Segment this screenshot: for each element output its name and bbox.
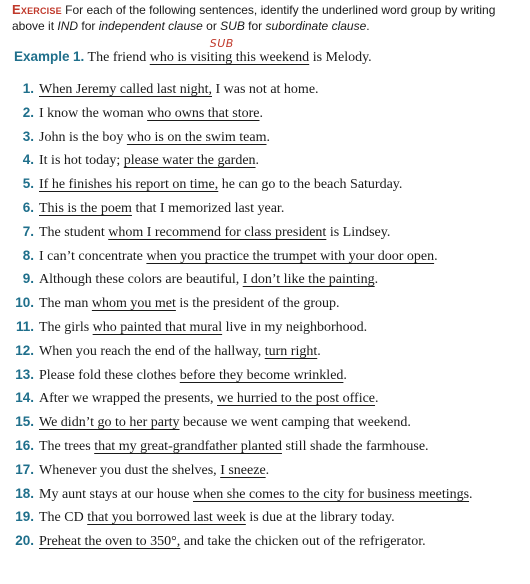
example-before: The friend xyxy=(87,50,150,65)
exercise-item xyxy=(14,508,526,532)
exercise-item xyxy=(14,389,526,413)
item-text-after: . xyxy=(434,248,438,264)
item-text-after: . xyxy=(266,129,270,145)
item-number: 4. xyxy=(22,152,34,168)
item-text-before: Although these colors are beautiful, xyxy=(39,272,243,288)
item-number: 2. xyxy=(22,104,34,120)
item-text-after: . xyxy=(469,486,473,502)
exercise-item xyxy=(14,461,526,485)
item-underlined: when you practice the trumpet with your door open xyxy=(146,248,435,264)
instructions-text-3: or xyxy=(202,19,221,33)
item-number: 10. xyxy=(15,295,34,311)
instructions-text-2: for xyxy=(78,19,99,33)
item-number: 15. xyxy=(15,414,34,430)
item-number: 19. xyxy=(15,509,34,525)
exercise-item xyxy=(14,151,526,175)
item-text-after: is due at the library today. xyxy=(245,510,395,526)
item-text-after: . xyxy=(255,153,260,169)
item-number: 5. xyxy=(22,176,34,192)
item-text-before: The CD xyxy=(39,510,88,526)
item-number: 18. xyxy=(15,485,34,501)
item-text-before: My aunt stays at our house xyxy=(39,486,193,502)
item-text-after: live in my neighborhood. xyxy=(222,319,368,335)
example-underlined: who is visiting this weekend xyxy=(149,50,310,65)
item-text-after: . xyxy=(265,462,270,478)
item-text-before: Please fold these clothes xyxy=(39,367,180,383)
item-underlined: who painted that mural xyxy=(92,319,223,335)
item-underlined: before they become wrinkled xyxy=(179,367,344,383)
item-number: 3. xyxy=(22,128,34,144)
item-text-before: After we wrapped the presents, xyxy=(39,391,218,407)
item-text-after: still shade the farmhouse. xyxy=(281,438,429,454)
item-text-before: The man xyxy=(39,296,92,312)
ind-description: independent clause xyxy=(98,19,203,33)
item-underlined: we hurried to the post office xyxy=(217,391,376,407)
exercise-item xyxy=(14,104,526,128)
item-text-before: I can’t concentrate xyxy=(39,248,147,264)
item-number: 14. xyxy=(15,390,34,406)
item-underlined: whom I recommend for class president xyxy=(108,224,327,240)
item-number: 7. xyxy=(22,223,34,239)
exercise-item xyxy=(14,318,526,342)
item-underlined: that my great-grandfather planted xyxy=(94,438,282,454)
example-number: 1. xyxy=(73,49,85,64)
item-text-after: . xyxy=(317,343,321,359)
instructions-text-1: For each of the following sentences, identify the underlined word group by writing above it xyxy=(12,3,496,33)
example-sentence xyxy=(14,37,524,67)
item-underlined: who is on the swim team xyxy=(126,129,267,145)
item-text-after: . xyxy=(343,367,347,383)
item-text-before: I know the woman xyxy=(39,105,148,121)
item-number: 20. xyxy=(15,533,34,549)
item-underlined: who owns that store xyxy=(147,105,260,121)
exercise-item xyxy=(14,247,526,271)
item-number: 11. xyxy=(15,318,34,334)
exercise-item xyxy=(14,366,526,390)
item-text-after: that I memorized last year. xyxy=(131,200,285,216)
item-underlined: We didn’t go to her party xyxy=(39,415,180,431)
ind-abbrev: IND xyxy=(57,19,79,33)
item-text-before: When you reach the end of the hallway, xyxy=(39,343,265,359)
item-underlined: please water the garden xyxy=(123,153,256,169)
exercise-label: Exercise xyxy=(12,2,62,17)
item-underlined: I sneeze xyxy=(220,462,266,478)
exercise-item xyxy=(14,80,526,104)
item-underlined: This is the poem xyxy=(39,200,132,216)
exercise-items xyxy=(14,80,526,556)
item-number: 13. xyxy=(15,366,34,382)
item-text-before: John is the boy xyxy=(39,129,127,145)
item-text-before: The student xyxy=(39,224,109,240)
item-text-before: The trees xyxy=(39,438,95,454)
item-number: 16. xyxy=(15,437,34,453)
exercise-item xyxy=(14,437,526,461)
exercise-item xyxy=(14,342,526,366)
item-text-before: Whenever you dust the shelves, xyxy=(39,462,221,478)
example-label: Example xyxy=(14,49,70,64)
exercise-item xyxy=(14,413,526,437)
exercise-item xyxy=(14,199,526,223)
item-underlined: Preheat the oven to 350°, xyxy=(39,534,181,550)
item-underlined: When Jeremy called last night, xyxy=(39,82,212,97)
item-text-before: It is hot today; xyxy=(39,153,124,169)
item-text-after: is the president of the group. xyxy=(175,296,340,312)
item-text-before: The girls xyxy=(39,319,93,335)
exercise-instructions xyxy=(12,2,522,34)
item-text-after: because we went camping that weekend. xyxy=(179,415,411,431)
item-underlined: I don’t like the painting xyxy=(242,272,375,288)
item-text-after: . xyxy=(375,391,379,407)
example-underlined-group xyxy=(149,37,310,67)
item-number: 12. xyxy=(15,342,34,358)
exercise-item xyxy=(14,532,526,556)
item-number: 9. xyxy=(22,271,34,287)
item-text-after: . xyxy=(374,272,379,288)
item-text-after: and take the chicken out of the refrigerator. xyxy=(180,534,426,550)
item-underlined: that you borrowed last week xyxy=(87,510,246,526)
sub-abbrev: SUB xyxy=(220,19,245,33)
item-text-after: is Lindsey. xyxy=(326,224,391,240)
handwritten-annotation: SUB xyxy=(209,37,234,50)
item-number: 1. xyxy=(22,81,34,96)
item-number: 17. xyxy=(15,461,34,477)
exercise-item xyxy=(14,223,526,247)
item-number: 8. xyxy=(22,247,34,263)
exercise-item xyxy=(14,485,526,509)
item-text-after: . xyxy=(259,105,263,121)
exercise-item xyxy=(14,128,526,152)
sub-description: subordinate clause xyxy=(265,19,367,33)
exercise-item xyxy=(14,175,526,199)
item-underlined: If he finishes his report on time, xyxy=(39,177,219,193)
exercise-item xyxy=(14,270,526,294)
item-underlined: whom you met xyxy=(91,296,176,312)
item-text-after: I was not at home. xyxy=(212,82,319,97)
example-after: is Melody. xyxy=(309,50,372,65)
instructions-text-5: . xyxy=(366,19,370,33)
item-underlined: when she comes to the city for business meetings xyxy=(192,486,470,502)
item-text-after: he can go to the beach Saturday. xyxy=(218,177,403,193)
item-underlined: turn right xyxy=(264,343,318,359)
instructions-text-4: for xyxy=(244,19,266,33)
exercise-item xyxy=(14,294,526,318)
item-number: 6. xyxy=(22,199,34,215)
